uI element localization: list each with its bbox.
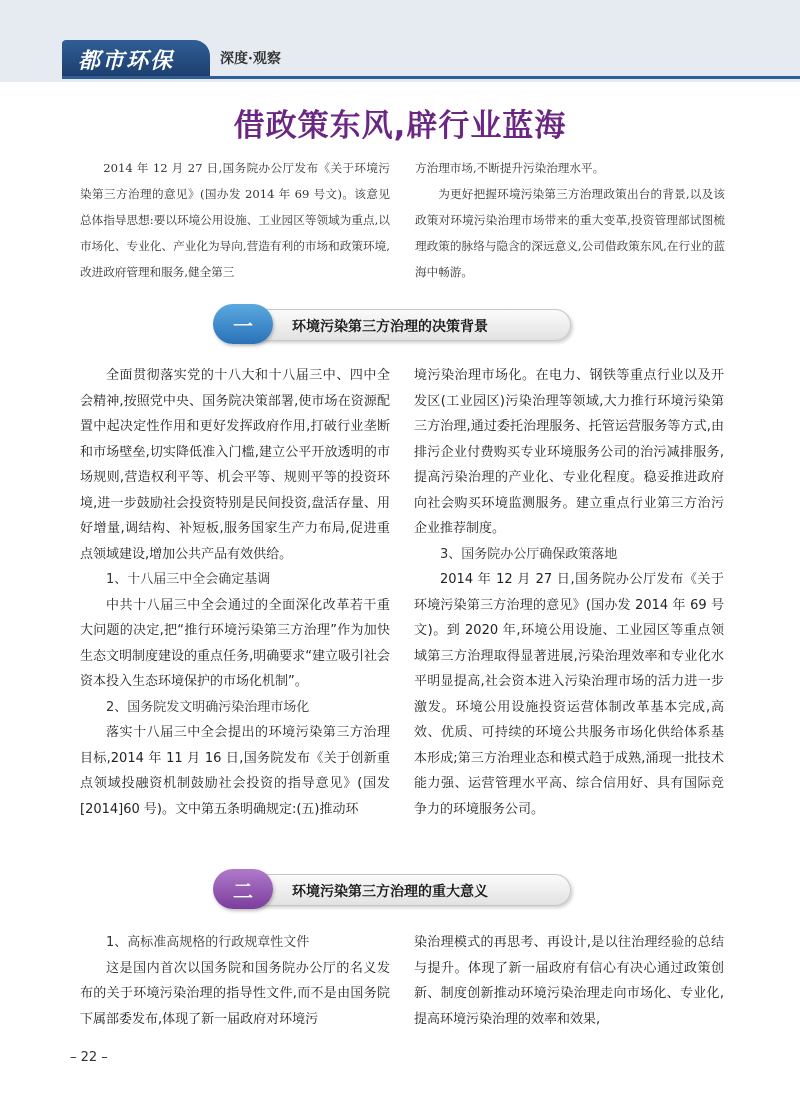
section2-left-column	[80, 930, 390, 1032]
subheading: 3、国务院办公厅确保政策落地	[440, 546, 618, 562]
section1-left-column	[80, 363, 390, 822]
section-banner-2	[205, 865, 580, 913]
section-title: 环境污染第三方治理的重大意义	[292, 884, 488, 900]
section-banner-bar	[239, 309, 571, 341]
subheading: 1、十八届三中全会确定基调	[106, 572, 271, 587]
subheading: 1、高标准高规格的行政规章性文件	[106, 935, 310, 950]
body-paragraph: 境污染治理市场化。在电力、钢铁等重点行业以及开发区(工业园区)污染治理等领域,大力推行环境污染第三方治理,通过委托治理服务、托管运营服务等方式,由排污企业付费购买专业环境服务公司的治污减排服务,提高污染治理的产业化、专业化程度。稳妥推进政府向社会购买环境监测服务。建立重点行业第三方治污企业推荐制度。	[414, 368, 724, 536]
body-paragraph: 中共十八届三中全会通过的全面深化改革若干重大问题的决定,把“推行环境污染第三方治理”作为加快生态文明制度建设的重点任务,明确要求“建立吸引社会资本投入生态环境保护的市场化机制”。	[80, 597, 390, 689]
body-paragraph: 这是国内首次以国务院和国务院办公厅的名义发布的关于环境污染治理的指导性文件,而不是由国务院下属部委发布,体现了新一届政府对环境污	[80, 960, 390, 1027]
page-number: – 22 –	[70, 1050, 108, 1065]
section-banner-bar	[239, 874, 571, 906]
header-divider	[62, 76, 800, 79]
section-tag: 深度·观察	[220, 51, 281, 67]
body-paragraph: 染治理模式的再思考、再设计,是以往治理经验的总结与提升。体现了新一届政府有信心有决心通过政策创新、制度创新推动环境污染治理走向市场化、专业化,提高环境污染治理的效率和效果,	[414, 935, 724, 1027]
body-paragraph: 落实十八届三中全会提出的环境污染第三方治理目标,2014 年 11 月 16 日,国务院发布《关于创新重点领域投融资机制鼓励社会投资的指导意见》(国发[2014]60 号)。文中第五条明确规定:(五)推动环	[80, 725, 390, 817]
brand-logo: 都市环保	[78, 48, 175, 74]
section1-right-column	[414, 363, 724, 822]
intro-paragraph: 为更好把握环境污染第三方治理政策出台的背景,以及该政策对环境污染治理市场带来的重大变革,投资管理部试图梳理政策的脉络与隐含的深远意义,公司借政策东风,在行业的蓝海中畅游。	[415, 187, 725, 279]
body-paragraph: 2014 年 12 月 27 日,国务院办公厅发布《关于环境污染第三方治理的意见》(国办发 2014 年 69 号文)。到 2020 年,环境公用设施、工业园区等重点领域第三方治理取得显著进展,污染治理效率和专业化水平明显提高,社会资本进入污染治理市场的活力进一步激发。环境公用设施投资运营体制改革基本完成,高效、优质、可持续的环境公共服务市场化供给体系基本形成;第三方治理业态和模式趋于成熟,涌现一批技术能力强、运营管理水平高、综合信用好、具有国际竞争力的环境服务公司。	[414, 572, 724, 817]
section2-right-column	[414, 930, 724, 1032]
section-title: 环境污染第三方治理的决策背景	[292, 319, 488, 335]
intro-paragraph: 方治理市场,不断提升污染治理水平。	[415, 161, 605, 175]
brand-tab	[62, 40, 210, 76]
page-title: 借政策东风,辟行业蓝海	[233, 108, 567, 144]
intro-left	[80, 155, 390, 285]
section-banner-1	[205, 300, 580, 348]
subheading: 2、国务院发文明确污染治理市场化	[106, 699, 310, 715]
intro-paragraph: 2014 年 12 月 27 日,国务院办公厅发布《关于环境污染第三方治理的意见》(国办发 2014 年 69 号文)。该意见总体指导思想:要以环境公用设施、工业园区等领域为重点,以市场化、专业化、产业化为导向,营造有利的市场和政策环境,改进政府管理和服务,健全第三	[80, 161, 390, 279]
section-number-badge: 二	[213, 869, 273, 909]
intro-right	[415, 155, 725, 285]
body-paragraph: 全面贯彻落实党的十八大和十八届三中、四中全会精神,按照党中央、国务院决策部署,使市场在资源配置中起决定性作用和更好发挥政府作用,打破行业垄断和市场壁垒,切实降低准入门槛,建立公平开放透明的市场规则,营造权利平等、机会平等、规则平等的投资环境,进一步鼓励社会投资特别是民间投资,盘活存量、用好增量,调结构、补短板,服务国家生产力布局,促进重点领域建设,增加公共产品有效供给。	[80, 368, 390, 562]
section-number-badge: 一	[213, 304, 273, 344]
